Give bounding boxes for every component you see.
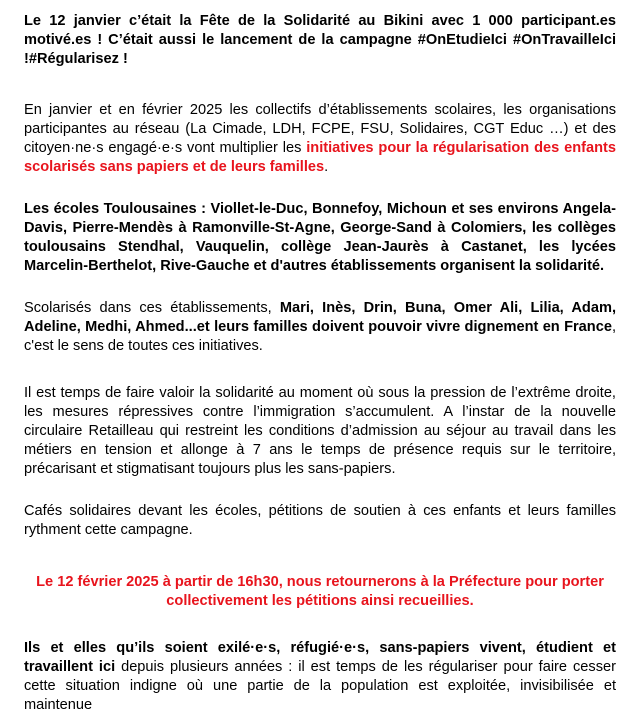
exiles-bold-text: Ils et elles qu’ils soient exilé·e·s, réfugié·e·s, sans-papiers vivent, étudient et travaillent ici: [24, 640, 616, 675]
paragraph-exiles: [24, 639, 616, 715]
document-page: [24, 12, 616, 715]
initiatives-highlight-text: initiatives pour la régularisation des enfants scolarisés sans papiers et de leurs familles: [24, 140, 616, 175]
scolarises-intro-text: Scolarisés dans ces établissements,: [24, 300, 280, 316]
paragraph-ecoles: Les écoles Toulousaines : Viollet-le-Duc, Bonnefoy, Michoun et ses environs Angela-Davis, Pierre-Mendès à Ramonville-St-Agne, George-Sand à Colomiers, les collèges toulousains Stendhal, Vauquelin, collège Jean-Jaurès à Castanet, les lycées Marcelin-Berthelot, Rive-Gauche et d'autres établissements organisent la solidarité.: [24, 201, 616, 274]
paragraph-prefecture-announcement: Le 12 février 2025 à partir de 16h30, nous retournerons à la Préfecture pour porter collectivement les pétitions ainsi recueillies.: [36, 574, 604, 609]
scolarises-names-text: Mari, Inès, Drin, Buna, Omer Ali, Lilia, Adam, Adeline, Medhi, Ahmed...et leurs familles doivent pouvoir vivre dignement en France: [24, 300, 616, 335]
initiatives-intro-text: En janvier et en février 2025 les collectifs d’établissements scolaires, les organisations participantes au réseau (La Cimade, LDH, FCPE, FSU, Solidaires, CGT Educ …) et des citoyen·ne·s engagé·e·s vont multiplier les: [24, 102, 616, 156]
paragraph-cafes-solidaires: Cafés solidaires devant les écoles, pétitions de soutien à ces enfants et leurs familles rythment cette campagne.: [24, 503, 616, 538]
exiles-normal-text: depuis plusieurs années : il est temps de les régulariser pour faire cesser cette situation indigne où une partie de la population est exploitée, invisibilisée et maintenue: [24, 659, 616, 713]
paragraph-initiatives: [24, 101, 616, 177]
initiatives-end-text: .: [324, 159, 329, 175]
paragraph-fete-solidarite: Le 12 janvier c’était la Fête de la Solidarité au Bikini avec 1 000 participant.es motivé.es ! C’était aussi le lancement de la campagne #OnEtudieIci #OnTravailleIci !#Régularisez !: [24, 13, 616, 67]
paragraph-scolarises: [24, 299, 616, 356]
scolarises-end-text: , c'est le sens de toutes ces initiatives.: [24, 319, 616, 354]
paragraph-solidarite-pression: Il est temps de faire valoir la solidarité au moment où sous la pression de l’extrême droite, les mesures répressives contre l’immigration s’accumulent. A l’instar de la nouvelle circulaire Retailleau qui restreint les conditions d’admission au séjour au travail dans les métiers en tension et allonge à 7 ans le temps de présence requis sur le territoire, précarisant et stigmatisant toujours plus les sans-papiers.: [24, 385, 616, 477]
